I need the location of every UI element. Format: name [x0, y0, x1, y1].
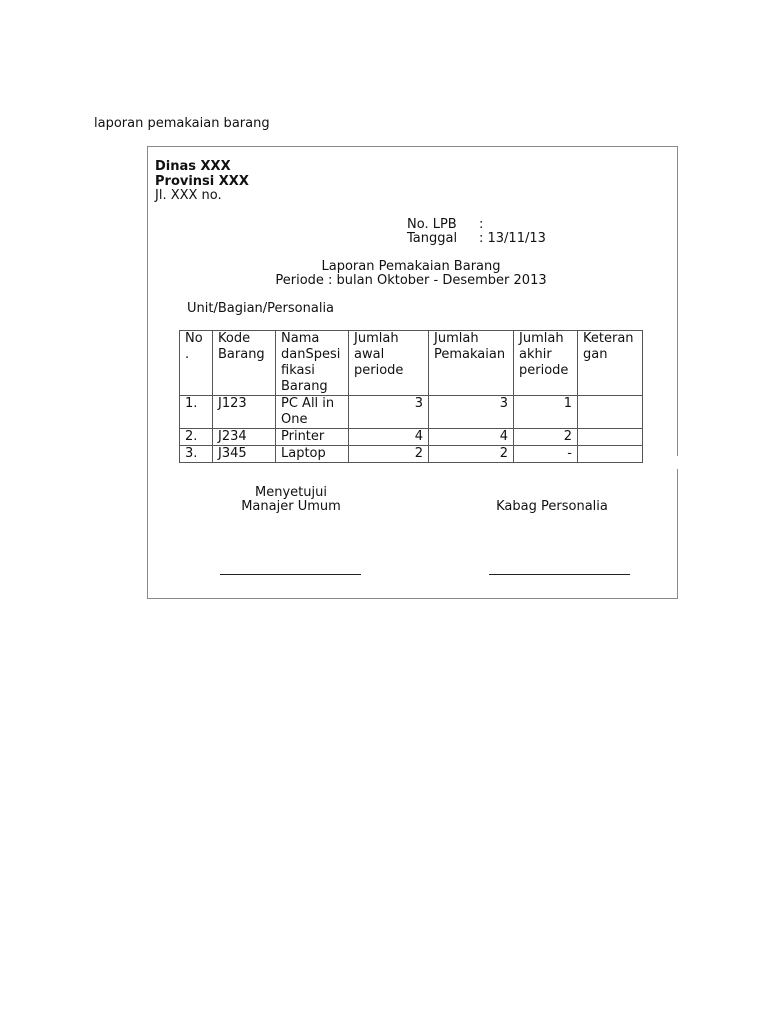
org-province: Provinsi XXX — [155, 174, 249, 189]
cell-no: 1. — [180, 396, 213, 429]
header-kode: Kode Barang — [213, 331, 276, 396]
header-no: No . — [180, 331, 213, 396]
report-period: Periode : bulan Oktober - Desember 2013 — [275, 273, 547, 288]
cell-akhir: 2 — [514, 429, 578, 446]
date-label: Tanggal — [407, 231, 458, 246]
cell-awal: 2 — [349, 446, 429, 463]
cell-pemakaian: 4 — [429, 429, 514, 446]
cell-keterangan — [578, 446, 643, 463]
report-title: Laporan Pemakaian Barang — [321, 259, 501, 274]
cell-keterangan — [578, 396, 643, 429]
unit-label: Unit/Bagian/Personalia — [187, 301, 335, 316]
cell-no: 3. — [180, 446, 213, 463]
cell-kode: J234 — [213, 429, 276, 446]
table-row — [180, 429, 643, 446]
right-signature-line — [489, 574, 630, 575]
org-name: Dinas XXX — [155, 159, 231, 174]
header-keterangan: Keteran gan — [578, 331, 643, 396]
cell-kode: J123 — [213, 396, 276, 429]
cell-awal: 3 — [349, 396, 429, 429]
cell-keterangan — [578, 429, 643, 446]
header-awal: Jumlah awal periode — [349, 331, 429, 396]
second-signer-title: Kabag Personalia — [496, 499, 608, 514]
header-nama: Nama danSpesi fikasi Barang — [276, 331, 349, 396]
header-pemakaian: Jumlah Pemakaian — [429, 331, 514, 396]
report-table — [179, 330, 643, 463]
cell-akhir: - — [514, 446, 578, 463]
page-caption: laporan pemakaian barang — [94, 116, 270, 131]
cell-akhir: 1 — [514, 396, 578, 429]
frame-border-gap — [677, 456, 681, 469]
table-header-row — [180, 331, 643, 396]
cell-pemakaian: 3 — [429, 396, 514, 429]
cell-awal: 4 — [349, 429, 429, 446]
table-row — [180, 396, 643, 429]
org-address: Jl. XXX no. — [155, 188, 222, 203]
approval-label: Menyetujui — [255, 485, 327, 500]
table-row — [180, 446, 643, 463]
approver-title: Manajer Umum — [241, 499, 341, 514]
date-value: : 13/11/13 — [479, 231, 546, 246]
cell-nama: Laptop — [276, 446, 349, 463]
left-signature-line — [220, 574, 361, 575]
lpb-value: : — [479, 217, 484, 232]
cell-kode: J345 — [213, 446, 276, 463]
lpb-label: No. LPB — [407, 217, 457, 232]
cell-nama: PC All in One — [276, 396, 349, 429]
cell-no: 2. — [180, 429, 213, 446]
header-akhir: Jumlah akhir periode — [514, 331, 578, 396]
cell-pemakaian: 2 — [429, 446, 514, 463]
cell-nama: Printer — [276, 429, 349, 446]
